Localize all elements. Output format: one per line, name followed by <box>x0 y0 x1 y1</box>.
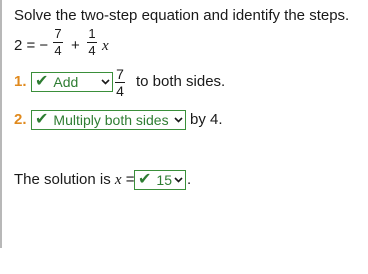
step-1-dropdown-value: Add <box>53 74 79 90</box>
solution-sentence <box>14 171 135 189</box>
left-border-rule <box>0 0 2 248</box>
solution-equals: = <box>125 171 135 188</box>
solution-dropdown-value: 15 <box>156 172 172 188</box>
checkmark-icon: ✔ <box>35 111 49 128</box>
fraction-numerator: 7 <box>116 66 124 82</box>
fraction-numerator: 7 <box>54 26 62 41</box>
equation-lhs: 2 = − <box>14 37 49 54</box>
chevron-down-icon <box>100 77 110 87</box>
step-2-dropdown[interactable] <box>31 110 186 130</box>
solution-variable: x <box>114 172 122 188</box>
equation-fraction-1 <box>53 27 63 58</box>
checkmark-icon: ✔ <box>35 73 49 90</box>
step-1-dropdown[interactable] <box>31 72 113 92</box>
step-1-number: 1. <box>14 73 27 90</box>
fraction-denominator: 4 <box>116 83 124 99</box>
step-2-number: 2. <box>14 111 27 128</box>
step-1-fraction <box>115 67 125 98</box>
step-1-suffix: to both sides. <box>136 73 226 90</box>
equation-fraction-2 <box>87 27 97 58</box>
checkmark-icon: ✔ <box>138 171 152 188</box>
fraction-denominator: 4 <box>88 43 96 58</box>
chevron-down-icon <box>173 175 183 185</box>
instruction-text: Solve the two-step equation and identify the steps. <box>14 7 350 24</box>
chevron-down-icon <box>173 115 183 125</box>
equation-variable: x <box>102 38 109 54</box>
step-2-suffix: by 4. <box>190 111 223 128</box>
step-2-dropdown-value: Multiply both sides <box>53 112 169 128</box>
solution-period: . <box>187 171 192 188</box>
fraction-denominator: 4 <box>54 43 62 58</box>
solution-dropdown[interactable] <box>134 170 186 190</box>
equation-plus: + <box>71 37 80 54</box>
fraction-numerator: 1 <box>88 26 96 41</box>
solution-prefix: The solution is <box>14 171 111 188</box>
